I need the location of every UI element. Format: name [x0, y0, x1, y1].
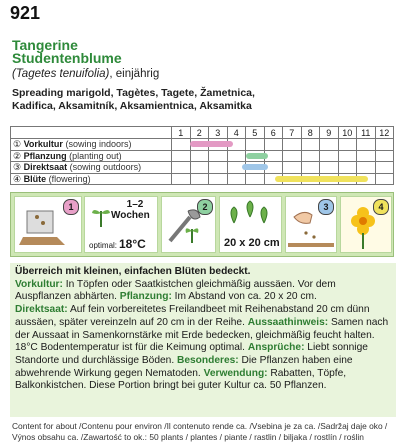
calendar-row-direktsaat — [11, 162, 394, 174]
product-name-line1: Tangerine — [12, 37, 78, 53]
calendar-bar — [246, 153, 268, 159]
text-direktsaat: Auf fein vorbereitetes Freilandbeet mit Reihenabstand 20 cm dünn aussäen, später vereinzeln auf 20 cm in der Reihe. — [15, 304, 370, 328]
lead-ansprueche: Ansprüche: — [247, 342, 305, 354]
weeks-count: 1–2 — [126, 199, 144, 210]
calendar-header-row — [11, 127, 394, 139]
row-name: Blüte — [23, 173, 47, 184]
text-pflanzung: Im Abstand von ca. 20 x 20 cm. — [171, 291, 317, 303]
lead-pflanzung: Pflanzung: — [119, 291, 172, 303]
month-header: 6 — [264, 127, 283, 139]
month-header: 1 — [172, 127, 191, 139]
description-headline: Überreich mit kleinen, einfachen Blüten bedeckt. — [15, 266, 251, 277]
step-badge-3: 3 — [318, 199, 334, 215]
step-badge-1: 1 — [63, 199, 79, 215]
month-header: 9 — [320, 127, 339, 139]
text-besonderes: Die Pflanzen haben eine abwehrende Wirkung gegen Nematoden. — [15, 354, 353, 379]
step-transplant — [161, 196, 216, 253]
calendar-row-label — [11, 150, 172, 162]
common-names-line1: Spreading marigold, Tagètes, Tagete, Žametnica, — [12, 87, 255, 99]
optimal-label: optimal: — [89, 241, 118, 250]
latin-binomial: (Tagetes tenuifolia) — [12, 68, 110, 80]
month-header: 5 — [246, 127, 265, 139]
row-number-icon: ④ — [13, 173, 22, 184]
row-english: (sowing indoors) — [65, 139, 132, 150]
month-header: 12 — [375, 127, 394, 139]
seedlings-grid-icon — [220, 197, 281, 233]
calendar-bar — [190, 141, 233, 147]
month-header: 8 — [301, 127, 320, 139]
step-badge-4: 4 — [373, 199, 389, 215]
month-header: 4 — [227, 127, 246, 139]
growing-steps-panel — [10, 192, 394, 257]
calendar-row-label — [11, 162, 172, 174]
weeks-label: Wochen — [111, 210, 150, 221]
latin-name — [12, 68, 159, 80]
step-sow-outdoors — [285, 196, 337, 253]
row-name: Direktsaat — [23, 162, 68, 173]
text-ansprueche: Liebt sonnige Standorte und durchlässige Böden. — [15, 342, 368, 366]
sprout-icon — [89, 201, 113, 229]
text-aussaathinweis: Samen nach der Aussaat in Samenkornstärke mit Erde bedecken, gleichmäßig feucht halten. 18°C Bodentemperatur ist für die Keimung optimal. — [15, 316, 389, 354]
calendar-row-label — [11, 139, 172, 151]
optimal-temp: 18°C — [119, 237, 146, 251]
footer-line1: Content for about /Contenu pour environ /Il contenuto rende ca. /Vsebina je za ca. /Sadržaj daje oko / — [12, 421, 388, 431]
lead-aussaathinweis: Aussaathinweis: — [247, 316, 329, 328]
month-header: 2 — [190, 127, 209, 139]
step-germination — [84, 196, 158, 253]
lead-besonderes: Besonderes: — [176, 354, 239, 366]
calendar-bar — [242, 164, 268, 170]
month-header: 3 — [209, 127, 228, 139]
row-name: Pflanzung — [23, 150, 67, 161]
row-number-icon: ① — [13, 139, 22, 150]
step-sow-indoors — [14, 196, 82, 253]
text-verwendung: Rabatten, Töpfe, Balkonkistchen. Diese Portion bringt bei guter Kultur ca. 50 Pflanzen. — [15, 367, 347, 392]
step-spacing — [219, 196, 282, 253]
product-code: 921 — [10, 3, 41, 23]
latin-suffix: , einjährig — [109, 68, 160, 80]
row-english: (planting out) — [69, 150, 122, 161]
calendar-header-blank — [11, 127, 172, 139]
row-english: (flowering) — [48, 173, 91, 184]
sowing-calendar — [10, 126, 394, 185]
row-english: (sowing outdoors) — [69, 162, 142, 173]
step-flowering — [340, 196, 392, 253]
lead-verwendung: Verwendung: — [203, 367, 268, 379]
calendar-row-pflanzung — [11, 150, 394, 162]
content-footer — [12, 421, 404, 442]
month-header: 7 — [283, 127, 302, 139]
spacing-label: 20 x 20 cm — [224, 237, 280, 249]
step-badge-2: 2 — [197, 199, 213, 215]
product-name-line2: Studentenblume — [12, 50, 122, 66]
text-vorkultur: In Töpfen oder Saatkistchen gleichmäßig aussäen. Vor dem Auspflanzen abhärten. — [15, 278, 336, 303]
footer-line2: Výnos obsahu ca. /Zawartość to ok.: 50 plants / plantes / piante / rastlin / biljaka / rostlín / roślin — [12, 431, 364, 442]
lead-direktsaat: Direktsaat: — [15, 304, 68, 316]
month-header: 10 — [338, 127, 357, 139]
row-number-icon: ② — [13, 150, 22, 161]
calendar-row-label — [11, 173, 172, 185]
description-panel — [10, 263, 396, 417]
lead-vorkultur: Vorkultur: — [15, 278, 63, 290]
common-names-line2: Kadifica, Aksamitník, Aksamientnica, Aksamitka — [12, 100, 252, 112]
row-name: Vorkultur — [23, 139, 63, 150]
month-header: 11 — [357, 127, 376, 139]
row-number-icon: ③ — [13, 162, 22, 173]
calendar-bar — [275, 176, 368, 182]
